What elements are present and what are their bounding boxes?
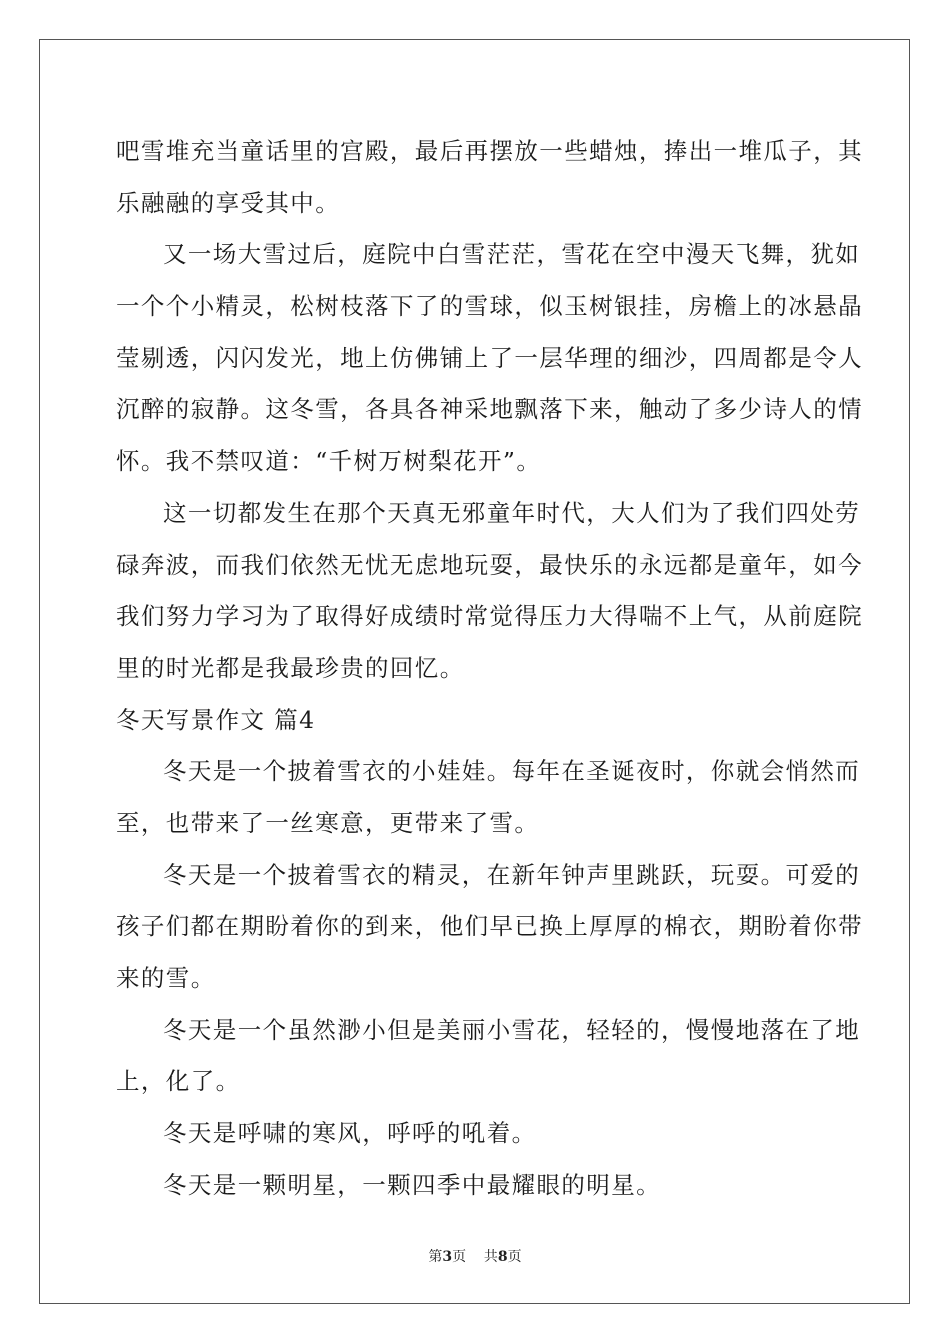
page-footer <box>0 1246 950 1266</box>
document-body <box>116 126 863 1211</box>
current-page-number: 3 <box>442 1249 453 1265</box>
text-line: 冬天是一个虽然渺小但是美丽小雪花，轻轻的，慢慢地落在了地 <box>163 1015 861 1044</box>
page-number <box>428 1246 466 1266</box>
text-line: 碌奔波，而我们依然无忧无虑地玩耍，最快乐的永远都是童年，如今 <box>116 550 863 579</box>
text-line: 上，化了。 <box>116 1067 241 1096</box>
text-line: 乐融融的享受其中。 <box>116 188 341 217</box>
text-line: 冬天写景作文 篇4 <box>116 705 316 734</box>
total-prefix: 共 <box>483 1249 498 1265</box>
text-line: 来的雪。 <box>116 964 216 992</box>
text-line: 莹剔透，闪闪发光，地上仿佛铺上了一层华理的细沙，四周都是令人 <box>116 343 863 372</box>
page-suffix: 页 <box>452 1249 467 1265</box>
text-line: 冬天是一个披着雪衣的精灵，在新年钟声里跳跃，玩耍。可爱的 <box>163 860 861 889</box>
text-line: 沉醉的寂静。这冬雪，各具各神采地飘落下来，触动了多少诗人的情 <box>116 395 863 424</box>
text-line: 我们努力学习为了取得好成绩时常觉得压力大得喘不上气，从前庭院 <box>116 602 863 631</box>
page-prefix: 第 <box>428 1249 443 1265</box>
total-page-number: 8 <box>497 1249 508 1265</box>
text-line: 吧雪堆充当童话里的宫殿，最后再摆放一些蜡烛，捧出一堆瓜子，其 <box>116 137 863 165</box>
page-total <box>484 1246 522 1266</box>
text-line: 里的时光都是我最珍贵的回忆。 <box>116 653 465 682</box>
text-line: 冬天是呼啸的寒风，呼呼的吼着。 <box>163 1119 537 1148</box>
text-line: 孩子们都在期盼着你的到来，他们早已换上厚厚的棉衣，期盼着你带 <box>116 912 863 941</box>
text-line: 这一切都发生在那个天真无邪童年时代，大人们为了我们四处劳 <box>163 498 861 527</box>
text-line: 又一场大雪过后，庭院中白雪茫茫，雪花在空中漫天飞舞，犹如 <box>163 240 861 269</box>
text-line: 一个个小精灵，松树枝落下了的雪球，似玉树银挂，房檐上的冰悬晶 <box>116 292 863 321</box>
text-line: 冬天是一颗明星，一颗四季中最耀眼的明星。 <box>163 1170 661 1199</box>
text-line: 冬天是一个披着雪衣的小娃娃。每年在圣诞夜时，你就会悄然而 <box>163 757 861 786</box>
text-line: 怀。我不禁叹道：“千树万树梨花开”。 <box>116 447 542 476</box>
text-line: 至，也带来了一丝寒意，更带来了雪。 <box>116 808 540 837</box>
total-suffix: 页 <box>507 1249 522 1265</box>
